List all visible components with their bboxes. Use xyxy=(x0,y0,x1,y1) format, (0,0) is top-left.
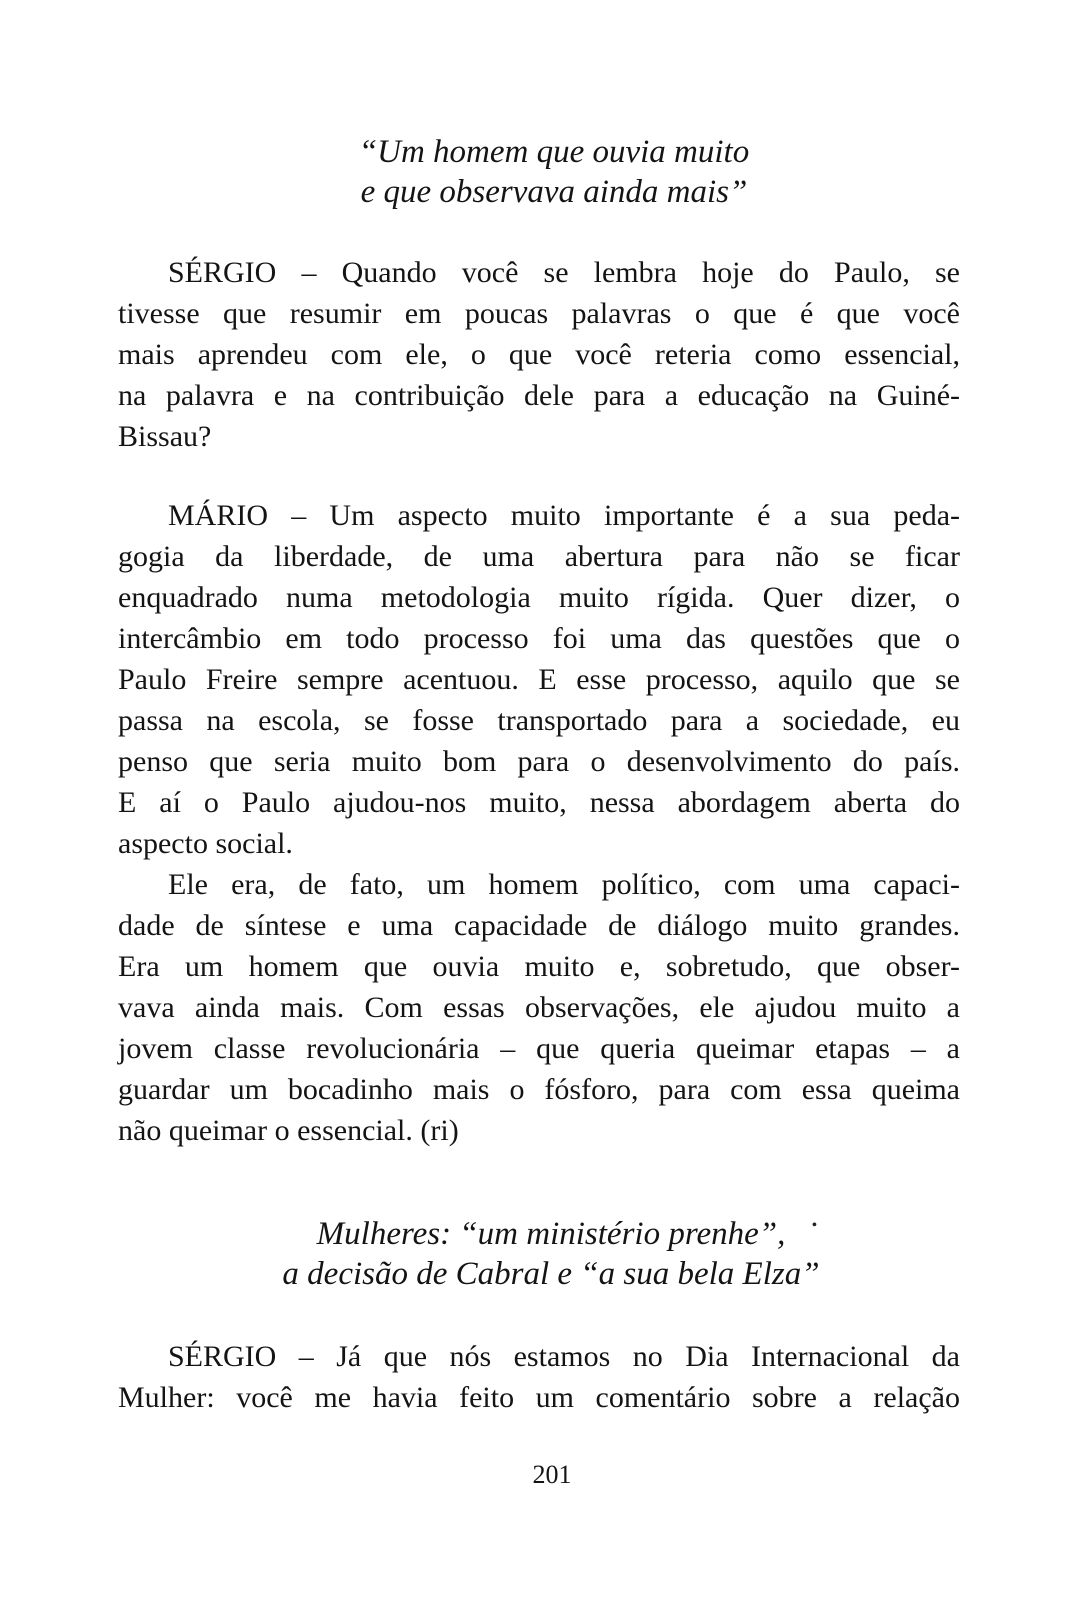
section-heading-2-line-1: Mulheres: “um ministério prenhe”, xyxy=(316,1216,786,1252)
paragraph-sergio-question-1 xyxy=(118,252,960,457)
text-line: não queimar o essencial. (ri) xyxy=(118,1114,459,1147)
text-line: intercâmbio em todo processo foi uma das questões que o xyxy=(118,622,960,655)
text-line: guardar um bocadinho mais o fósforo, para com essa queima xyxy=(118,1073,960,1106)
text-line: jovem classe revolucionária – que queria queimar etapas – a xyxy=(118,1032,960,1065)
text-line: Era um homem que ouvia muito e, sobretudo, que obser- xyxy=(118,950,960,983)
text-line: Paulo Freire sempre acentuou. E esse processo, aquilo que se xyxy=(118,663,960,696)
paragraph-mario-answer xyxy=(118,495,960,864)
text-line: SÉRGIO – Já que nós estamos no Dia Internacional da xyxy=(168,1340,960,1373)
text-line: MÁRIO – Um aspecto muito importante é a sua peda- xyxy=(168,499,960,532)
print-speck: • xyxy=(812,1218,817,1233)
text-line: dade de síntese e uma capacidade de diálogo muito grandes. xyxy=(118,909,960,942)
text-line: tivesse que resumir em poucas palavras o que é que você xyxy=(118,297,960,330)
text-line: E aí o Paulo ajudou-nos muito, nessa abordagem aberta do xyxy=(118,786,960,819)
text-line: vava ainda mais. Com essas observações, ele ajudou muito a xyxy=(118,991,960,1024)
section-heading-1 xyxy=(0,132,1088,212)
paragraph-mario-continued xyxy=(118,864,960,1151)
text-line: Bissau? xyxy=(118,420,212,453)
text-line: Ele era, de fato, um homem político, com uma capaci- xyxy=(168,868,960,901)
section-heading-2-line-2: a decisão de Cabral e “a sua bela Elza” xyxy=(282,1256,820,1292)
text-line: enquadrado numa metodologia muito rígida. Quer dizer, o xyxy=(118,581,960,614)
section-heading-1-line-1: “Um homem que ouvia muito xyxy=(358,134,750,170)
text-line: Mulher: você me havia feito um comentário sobre a relação xyxy=(118,1381,960,1414)
paragraph-sergio-question-2 xyxy=(118,1336,960,1418)
section-heading-2 xyxy=(0,1214,1088,1294)
text-line: aspecto social. xyxy=(118,827,293,860)
text-line: mais aprendeu com ele, o que você reteria como essencial, xyxy=(118,338,960,371)
text-line: gogia da liberdade, de uma abertura para não se ficar xyxy=(118,540,960,573)
section-heading-1-line-2: e que observava ainda mais” xyxy=(360,174,748,210)
text-line: passa na escola, se fosse transportado para a sociedade, eu xyxy=(118,704,960,737)
text-line: na palavra e na contribuição dele para a educação na Guiné- xyxy=(118,379,960,412)
page-number: 201 xyxy=(532,1460,572,1489)
text-line: SÉRGIO – Quando você se lembra hoje do Paulo, se xyxy=(168,256,960,289)
text-line: penso que seria muito bom para o desenvolvimento do país. xyxy=(118,745,960,778)
